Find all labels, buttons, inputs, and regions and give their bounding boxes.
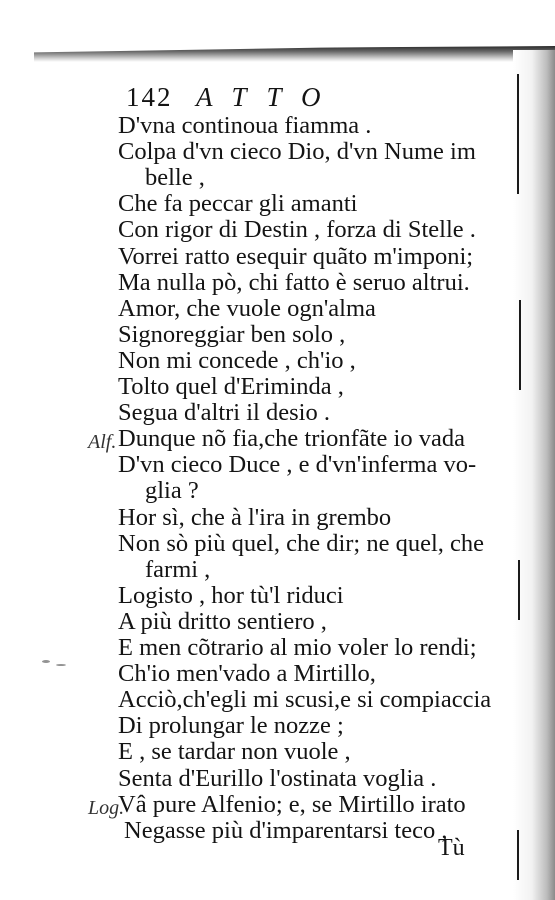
verse-text: D'vn cieco Duce , e d'vn'inferma vo- bbox=[118, 451, 477, 479]
text-line bbox=[118, 190, 357, 218]
verse-text: Hor sì, che à l'ira in grembo bbox=[118, 503, 392, 531]
text-line bbox=[88, 790, 466, 819]
speaker-label: Log. bbox=[88, 796, 125, 819]
verse-text: A più dritto sentiero , bbox=[118, 607, 327, 635]
verse-text: D'vna continoua fiamma . bbox=[118, 112, 372, 139]
text-line bbox=[118, 451, 476, 479]
text-line bbox=[118, 138, 476, 166]
text-line bbox=[118, 608, 327, 636]
page-right-edge bbox=[513, 50, 555, 900]
edge-mark bbox=[517, 830, 519, 880]
verse-text: Tolto quel d'Eriminda , bbox=[118, 373, 344, 400]
verse-text: Non sò più quel, che dir; ne quel, che bbox=[118, 529, 485, 557]
verse-text: Ma nulla pò, chi fatto è seruo altrui. bbox=[118, 268, 470, 296]
verse-text: Negasse più d'imparentarsi teco , bbox=[124, 816, 448, 844]
verse-text: farmi , bbox=[145, 555, 211, 583]
verse-text: Amor, che vuole ogn'alma bbox=[118, 294, 376, 322]
verse-text: E men cõtrario al mio voler lo rendi; bbox=[118, 634, 477, 661]
text-line bbox=[118, 634, 477, 662]
text-line bbox=[118, 216, 476, 244]
verse-text: belle , bbox=[145, 164, 205, 192]
text-line bbox=[145, 477, 199, 505]
verse-text: E , se tardar non vuole , bbox=[118, 738, 351, 766]
text-line bbox=[118, 582, 344, 610]
text-line bbox=[118, 738, 351, 766]
page-header bbox=[126, 80, 416, 114]
page-top-shadow bbox=[34, 46, 555, 62]
verse-text: Logisto , hor tù'l riduci bbox=[118, 581, 344, 609]
text-line bbox=[118, 712, 344, 740]
text-line bbox=[118, 660, 376, 688]
verse-text: Vorrei ratto esequir quãto m'imponi; bbox=[118, 242, 474, 270]
running-head: ATTO bbox=[196, 82, 341, 112]
catchword: Tù bbox=[438, 835, 465, 861]
text-line bbox=[118, 504, 391, 532]
text-line bbox=[124, 817, 448, 845]
text-line bbox=[118, 373, 344, 401]
verse-text: Vâ pure Alfenio; e, se Mirtillo irato bbox=[118, 790, 466, 818]
verse-text: Non mi concede , ch'io , bbox=[118, 346, 356, 374]
text-line bbox=[118, 243, 473, 271]
page-number: 142 bbox=[126, 82, 173, 112]
ink-stain bbox=[56, 664, 66, 666]
verse-text: Senta d'Eurillo l'ostinata voglia . bbox=[118, 764, 437, 792]
text-line bbox=[118, 530, 484, 558]
verse-text: Dunque nõ fia,che trionfãte io vada bbox=[118, 425, 465, 453]
text-line bbox=[118, 295, 376, 323]
text-line bbox=[118, 269, 470, 297]
text-line bbox=[118, 321, 345, 349]
text-line bbox=[118, 112, 371, 140]
text-line bbox=[118, 686, 491, 714]
text-line bbox=[118, 347, 356, 375]
verse-text: Segua d'altri il desio . bbox=[118, 399, 330, 427]
verse-text: Acciò,ch'egli mi scusi,e si compiaccia bbox=[118, 686, 492, 714]
text-line bbox=[118, 765, 436, 793]
verse-text: Con rigor di Destin , forza di Stelle . bbox=[118, 216, 476, 244]
text-line bbox=[118, 399, 330, 427]
verse-text: Colpa d'vn cieco Dio, d'vn Nume im bbox=[118, 138, 476, 166]
verse-text: Ch'io men'vado a Mirtillo, bbox=[118, 660, 376, 688]
text-line bbox=[88, 425, 465, 454]
verse-text: Di prolungar le nozze ; bbox=[118, 712, 344, 740]
text-line bbox=[145, 164, 205, 192]
edge-mark bbox=[518, 560, 520, 620]
verse-text: Signoreggiar ben solo , bbox=[118, 320, 346, 348]
text-line bbox=[145, 556, 210, 584]
verse-text: Che fa peccar gli amanti bbox=[118, 190, 358, 218]
edge-mark bbox=[519, 300, 521, 390]
ink-stain bbox=[42, 660, 50, 663]
verse-text: glia ? bbox=[145, 477, 199, 505]
speaker-label: Alf. bbox=[88, 431, 117, 454]
edge-mark bbox=[517, 74, 519, 194]
